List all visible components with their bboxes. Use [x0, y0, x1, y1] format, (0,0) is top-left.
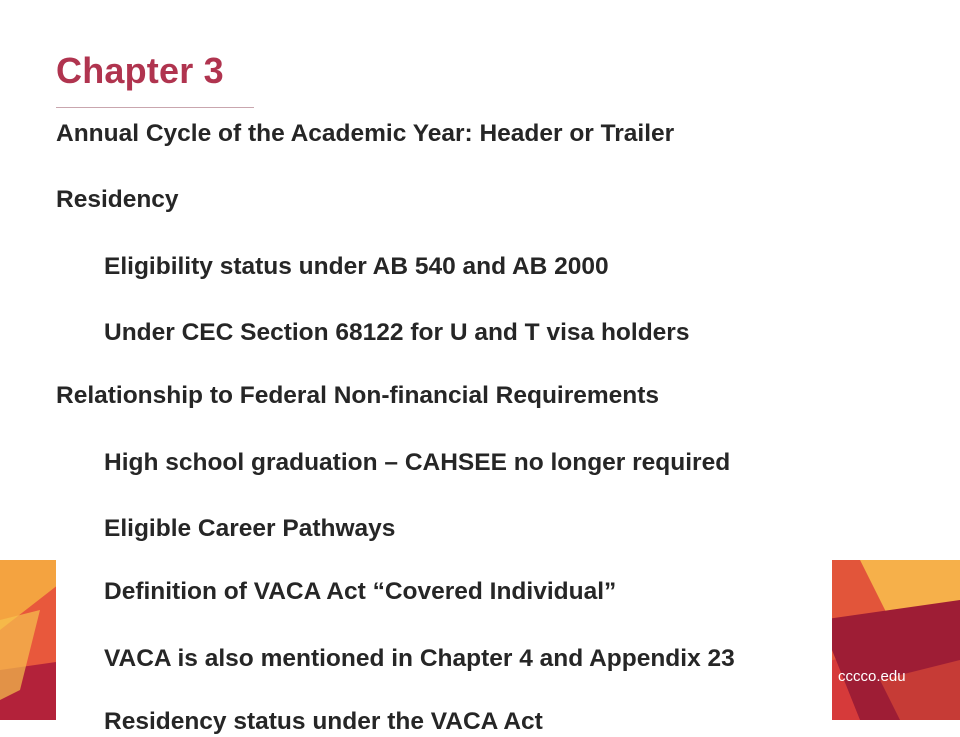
footer-url: cccco.edu	[838, 668, 906, 685]
bullet-line: Annual Cycle of the Academic Year: Header or Trailer	[56, 120, 675, 147]
sub-bullet-line: Under CEC Section 68122 for U and T visa holders	[104, 319, 690, 346]
bullet-line: Relationship to Federal Non-financial Requirements	[56, 382, 660, 409]
sub-bullet-line: Residency status under the VACA Act	[104, 708, 543, 735]
title-underline	[56, 107, 254, 108]
sub-bullet-line: VACA is also mentioned in Chapter 4 and Appendix 23	[104, 645, 735, 672]
sub-bullet-line: Eligible Career Pathways	[104, 515, 396, 542]
sub-bullet-line: High school graduation – CAHSEE no longer required	[104, 449, 731, 476]
sub-bullet-line: Definition of VACA Act “Covered Individual”	[104, 578, 617, 605]
sub-bullet-line: Eligibility status under AB 540 and AB 2000	[104, 253, 609, 280]
bullet-line: Residency	[56, 186, 179, 213]
slide-title: Chapter 3	[56, 50, 224, 91]
